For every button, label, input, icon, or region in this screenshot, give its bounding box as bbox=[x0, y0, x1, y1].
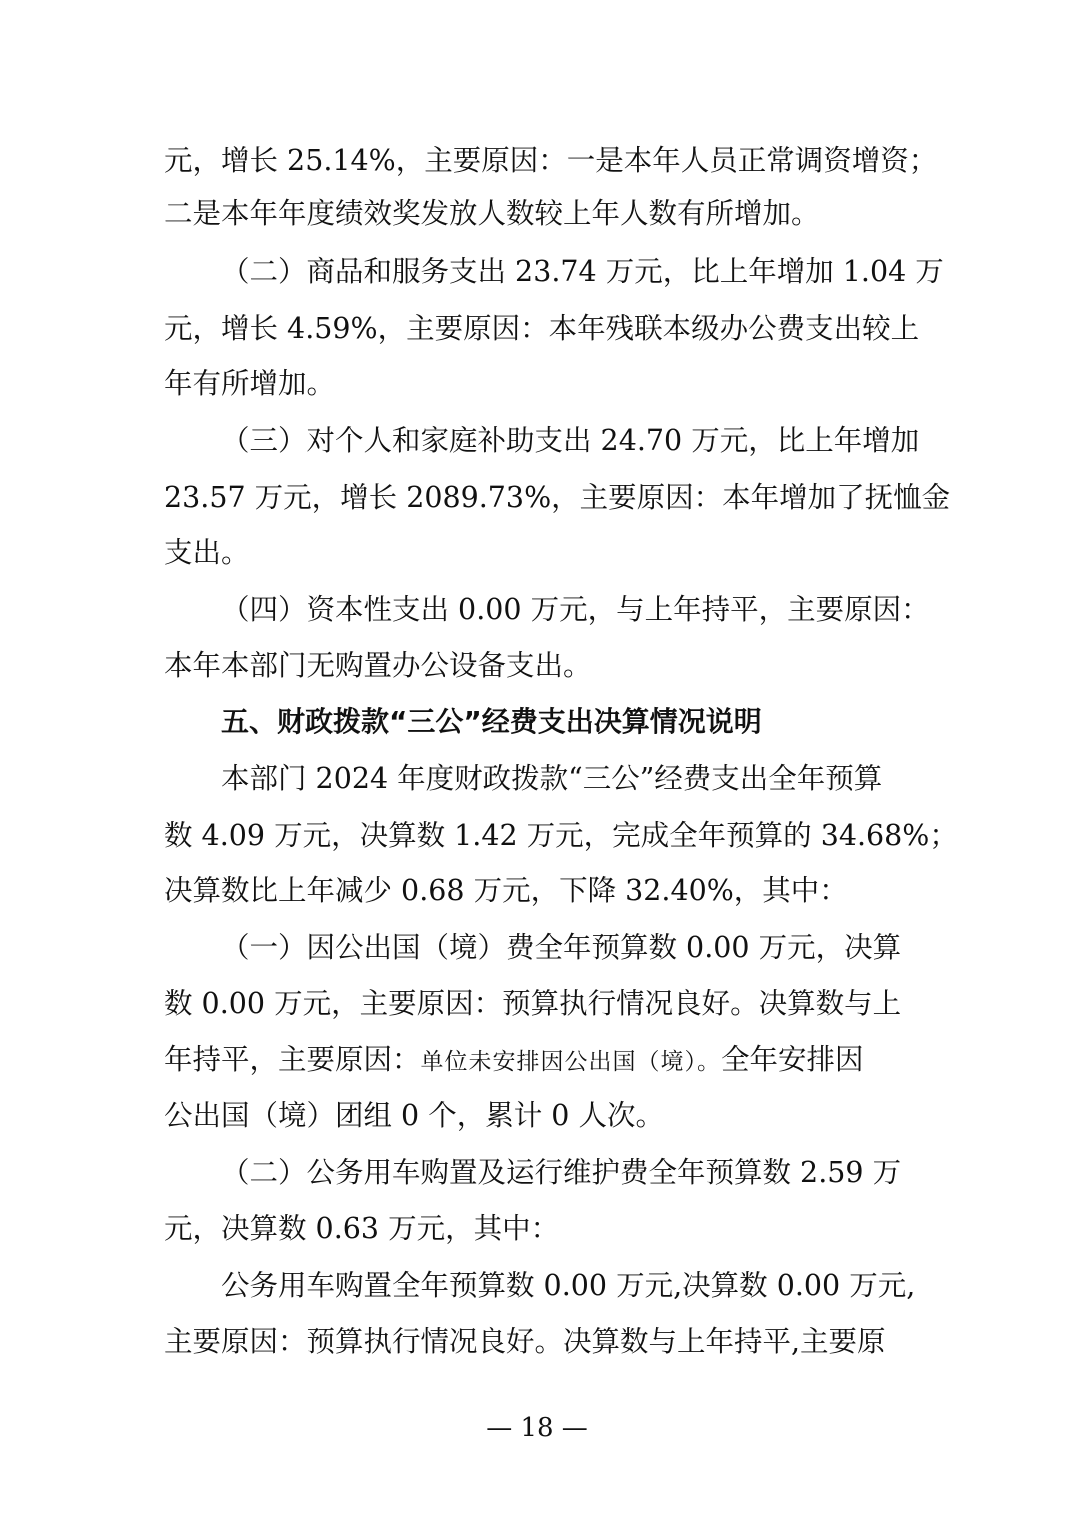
text-line: 支出。 bbox=[164, 536, 250, 569]
text-line: 元，增长 4.59%，主要原因：本年残联本级办公费支出较上 bbox=[164, 312, 920, 345]
text-line: 23.57 万元，增长 2089.73%，主要原因：本年增加了抚恤金 bbox=[164, 481, 951, 514]
text-line: 元，增长 25.14%，主要原因：一是本年人员正常调资增资； bbox=[164, 144, 938, 177]
text-line: 公出国（境）团组 0 个，累计 0 人次。 bbox=[164, 1099, 665, 1132]
text-line: 数 4.09 万元，决算数 1.42 万元，完成全年预算的 34.68%； bbox=[164, 819, 958, 852]
text-line: 公务用车购置全年预算数 0.00 万元,决算数 0.00 万元, bbox=[221, 1269, 916, 1302]
text-line: 元，决算数 0.63 万元，其中： bbox=[164, 1212, 560, 1245]
text-line: 年有所增加。 bbox=[164, 367, 336, 400]
page-number: — 18 — bbox=[486, 1413, 588, 1443]
text-line: （一）因公出国（境）费全年预算数 0.00 万元，决算 bbox=[221, 931, 902, 964]
text-line: （二）公务用车购置及运行维护费全年预算数 2.59 万 bbox=[221, 1156, 902, 1189]
text-line: （四）资本性支出 0.00 万元，与上年持平，主要原因： bbox=[221, 593, 930, 626]
text-segment: 年持平，主要原因： bbox=[164, 1043, 421, 1076]
text-segment-small: 单位未安排因公出国（境）。 bbox=[420, 1049, 722, 1075]
section-heading: 五、财政拨款“三公”经费支出决算情况说明 bbox=[221, 705, 762, 738]
text-line: 决算数比上年减少 0.68 万元，下降 32.40%，其中： bbox=[164, 874, 848, 907]
text-line: 本年本部门无购置办公设备支出。 bbox=[164, 649, 592, 682]
text-line: 二是本年年度绩效奖发放人数较上年人数有所增加。 bbox=[164, 197, 820, 230]
text-line: 主要原因：预算执行情况良好。决算数与上年持平,主要原 bbox=[164, 1325, 886, 1358]
text-segment: 全年安排因 bbox=[721, 1043, 864, 1076]
text-line: 数 0.00 万元，主要原因：预算执行情况良好。决算数与上 bbox=[164, 987, 902, 1020]
text-line: 本部门 2024 年度财政拨款“三公”经费支出全年预算 bbox=[221, 762, 883, 795]
text-line bbox=[164, 1040, 864, 1080]
text-line: （二）商品和服务支出 23.74 万元，比上年增加 1.04 万 bbox=[221, 255, 944, 288]
text-line: （三）对个人和家庭补助支出 24.70 万元，比上年增加 bbox=[221, 424, 920, 457]
